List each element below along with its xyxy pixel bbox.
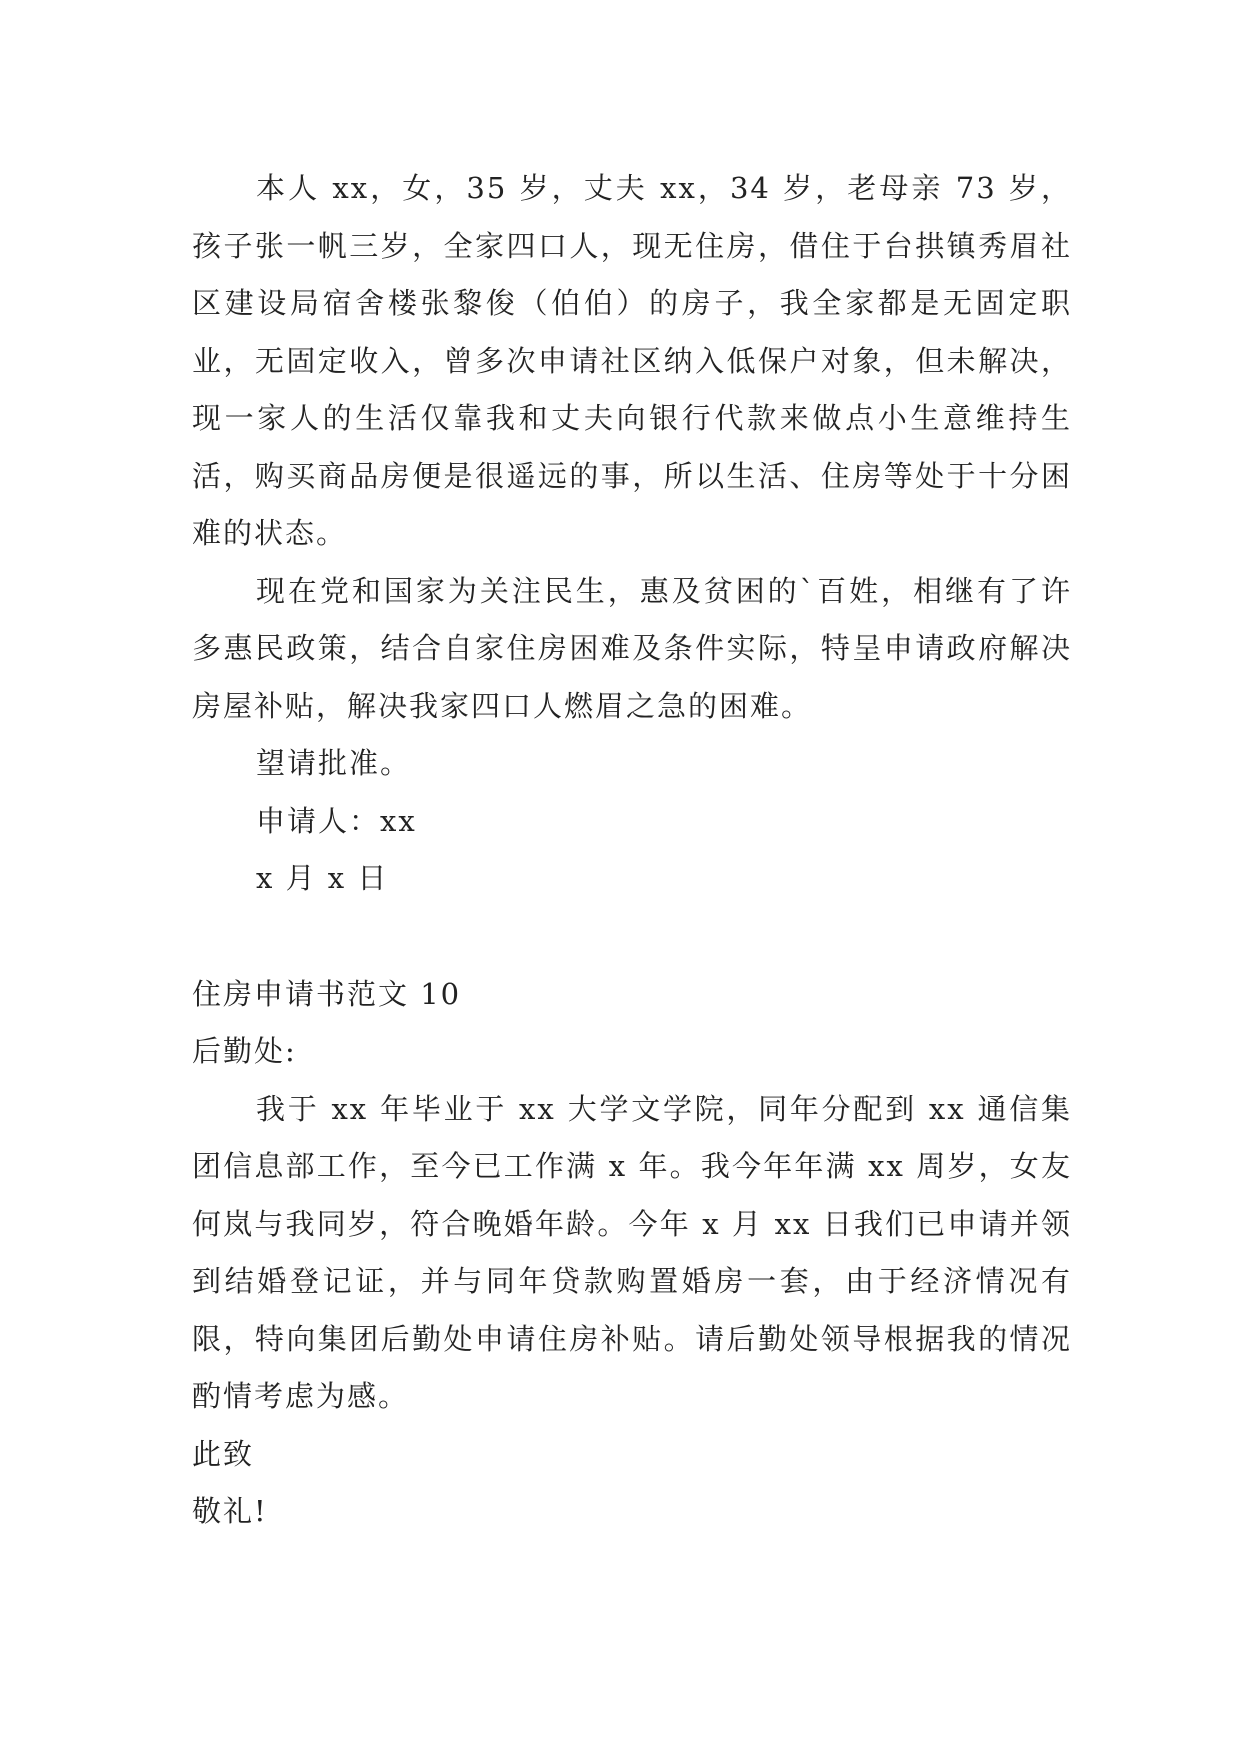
- date-line: x 月 x 日: [256, 861, 389, 895]
- addressee-line: 后勤处:: [192, 1034, 297, 1068]
- body-paragraph-policy-request: 现在党和国家为关注民生，惠及贫困的`百姓，相继有了许多惠民政策，结合自家住房困难及条件实际，特呈申请政府解决房屋补贴，解决我家四口人燃眉之急的困难。: [192, 573, 1072, 723]
- closing-request: 望请批准。: [256, 746, 412, 780]
- document-body: [192, 160, 1072, 1541]
- applicant-line: 申请人：xx: [256, 803, 417, 838]
- sign-off-line-2: 敬礼!: [192, 1494, 268, 1528]
- section-title: 住房申请书范文 10: [192, 976, 462, 1011]
- sign-off-line-1: 此致: [192, 1436, 255, 1471]
- body-paragraph-housing-subsidy: 我于 xx 年毕业于 xx 大学文学院，同年分配到 xx 通信集团信息部工作，至今已工作满 x 年。我今年年满 xx 周岁，女友何岚与我同岁，符合晚婚年龄。今年 x 月 xx 日我们已申请并领到结婚登记证，并与同年贷款购置婚房一套，由于经济情况有限，特向集团后勤处申请住房补贴。请后勤处领导根据我的情况酌情考虑为感。: [192, 1091, 1072, 1413]
- body-paragraph-family-situation: 本人 xx，女，35 岁，丈夫 xx，34 岁，老母亲 73 岁，孩子张一帆三岁，全家四口人，现无住房，借住于台拱镇秀眉社区建设局宿舍楼张黎俊（伯伯）的房子，我全家都是无固定职业，无固定收入，曾多次申请社区纳入低保户对象，但未解决，现一家人的生活仅靠我和丈夫向银行代款来做点小生意维持生活，购买商品房便是很遥远的事，所以生活、住房等处于十分困难的状态。: [192, 171, 1072, 550]
- section-spacer: [192, 908, 1072, 966]
